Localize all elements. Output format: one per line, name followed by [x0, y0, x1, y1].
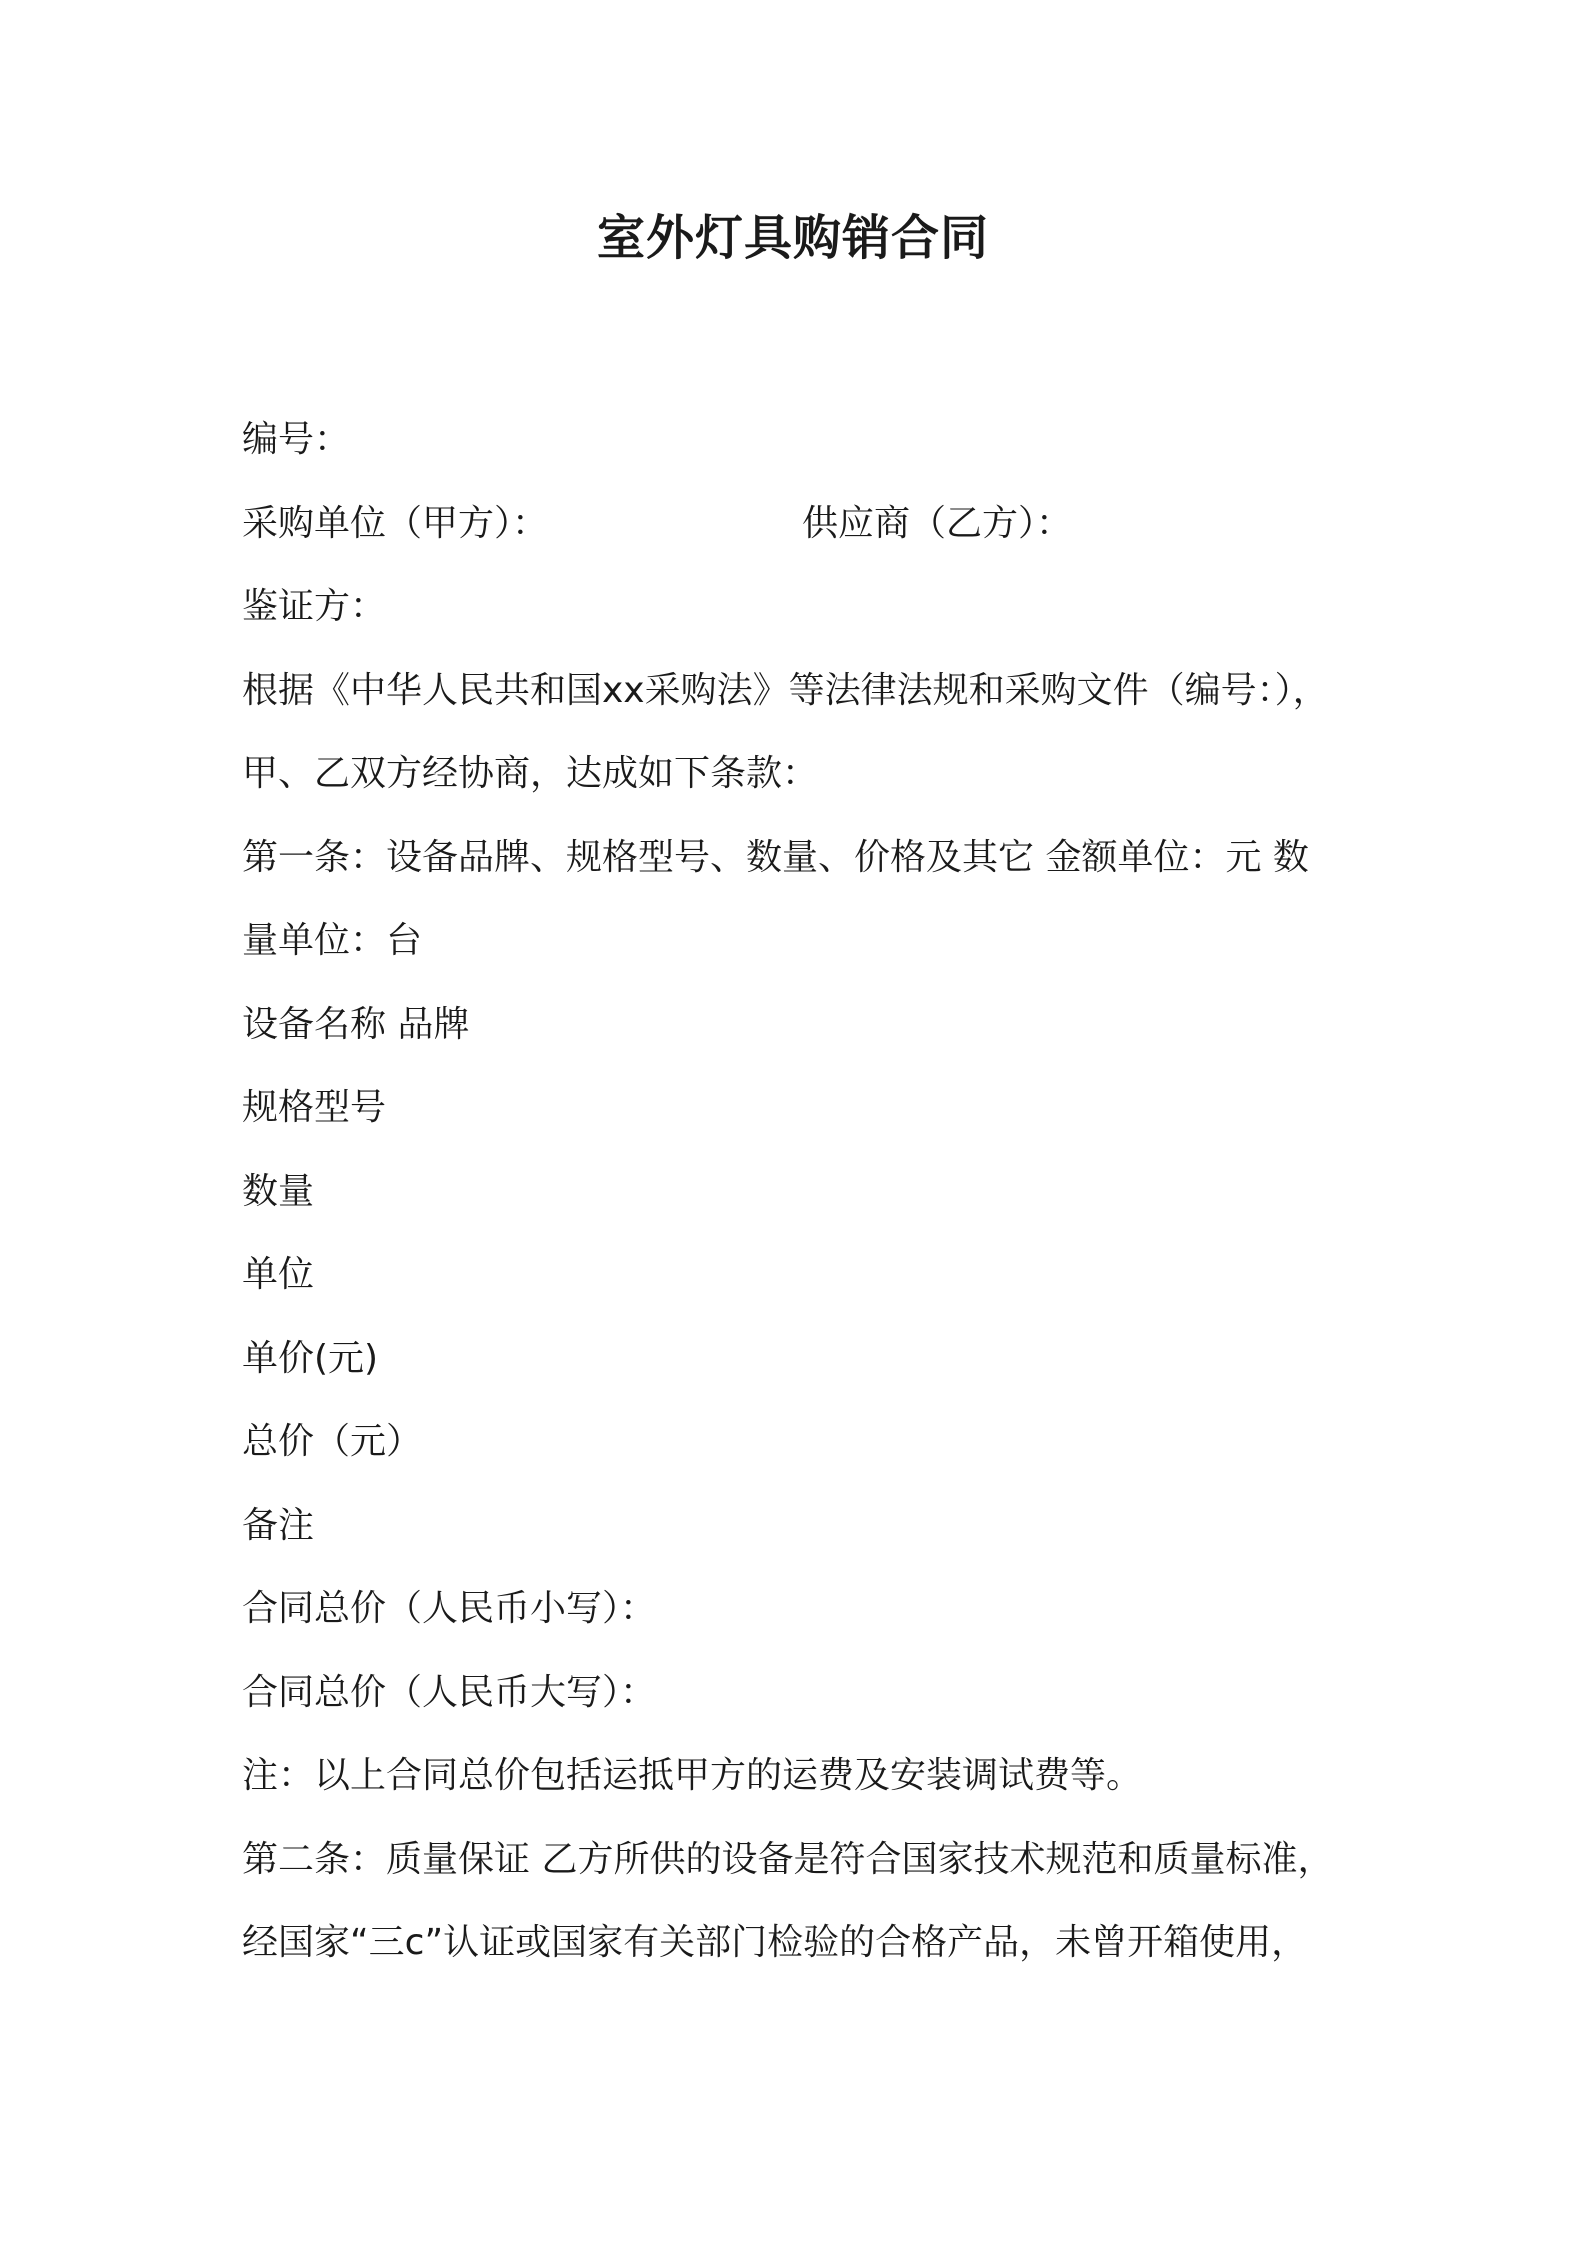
total-price-uppercase: 合同总价（人民币大写）： — [242, 1671, 657, 1713]
document-title: 室外灯具购销合同 — [596, 210, 989, 266]
supplier-label: 供应商（乙方）： — [802, 502, 1073, 544]
item-name-brand: 设备名称 品牌 — [242, 1003, 470, 1045]
article-1-line-1: 第一条：设备品牌、规格型号、数量、价格及其它 金额单位：元 数 — [242, 836, 1309, 878]
preamble-line-1: 根据《中华人民共和国xx采购法》等法律法规和采购文件（编号：）， — [242, 669, 1329, 711]
item-remarks: 备注 — [242, 1504, 315, 1546]
document-body — [242, 405, 1382, 1992]
contract-number-line: 编号： — [242, 419, 351, 460]
witness-line: 鉴证方： — [242, 586, 387, 627]
preamble-line-2: 甲、乙双方经协商，达成如下条款： — [242, 753, 819, 794]
article-2-line-1: 第二条：质量保证 乙方所供的设备是符合国家技术规范和质量标准， — [242, 1838, 1334, 1880]
item-total-price: 总价（元） — [242, 1421, 423, 1462]
total-price-lowercase: 合同总价（人民币小写）： — [242, 1588, 657, 1629]
item-unit-price: 单价(元) — [242, 1337, 379, 1379]
item-model: 规格型号 — [242, 1087, 387, 1128]
article-2-line-2: 经国家“三c”认证或国家有关部门检验的合格产品，未曾开箱使用， — [242, 1922, 1308, 1963]
item-quantity: 数量 — [242, 1170, 315, 1212]
purchaser-label: 采购单位（甲方）： — [242, 502, 549, 544]
parties-line — [242, 489, 1382, 573]
article-1-line-2: 量单位：台 — [242, 920, 423, 961]
item-unit: 单位 — [242, 1254, 315, 1295]
note-line: 注：以上合同总价包括运抵甲方的运费及安装调试费等。 — [242, 1755, 1143, 1796]
